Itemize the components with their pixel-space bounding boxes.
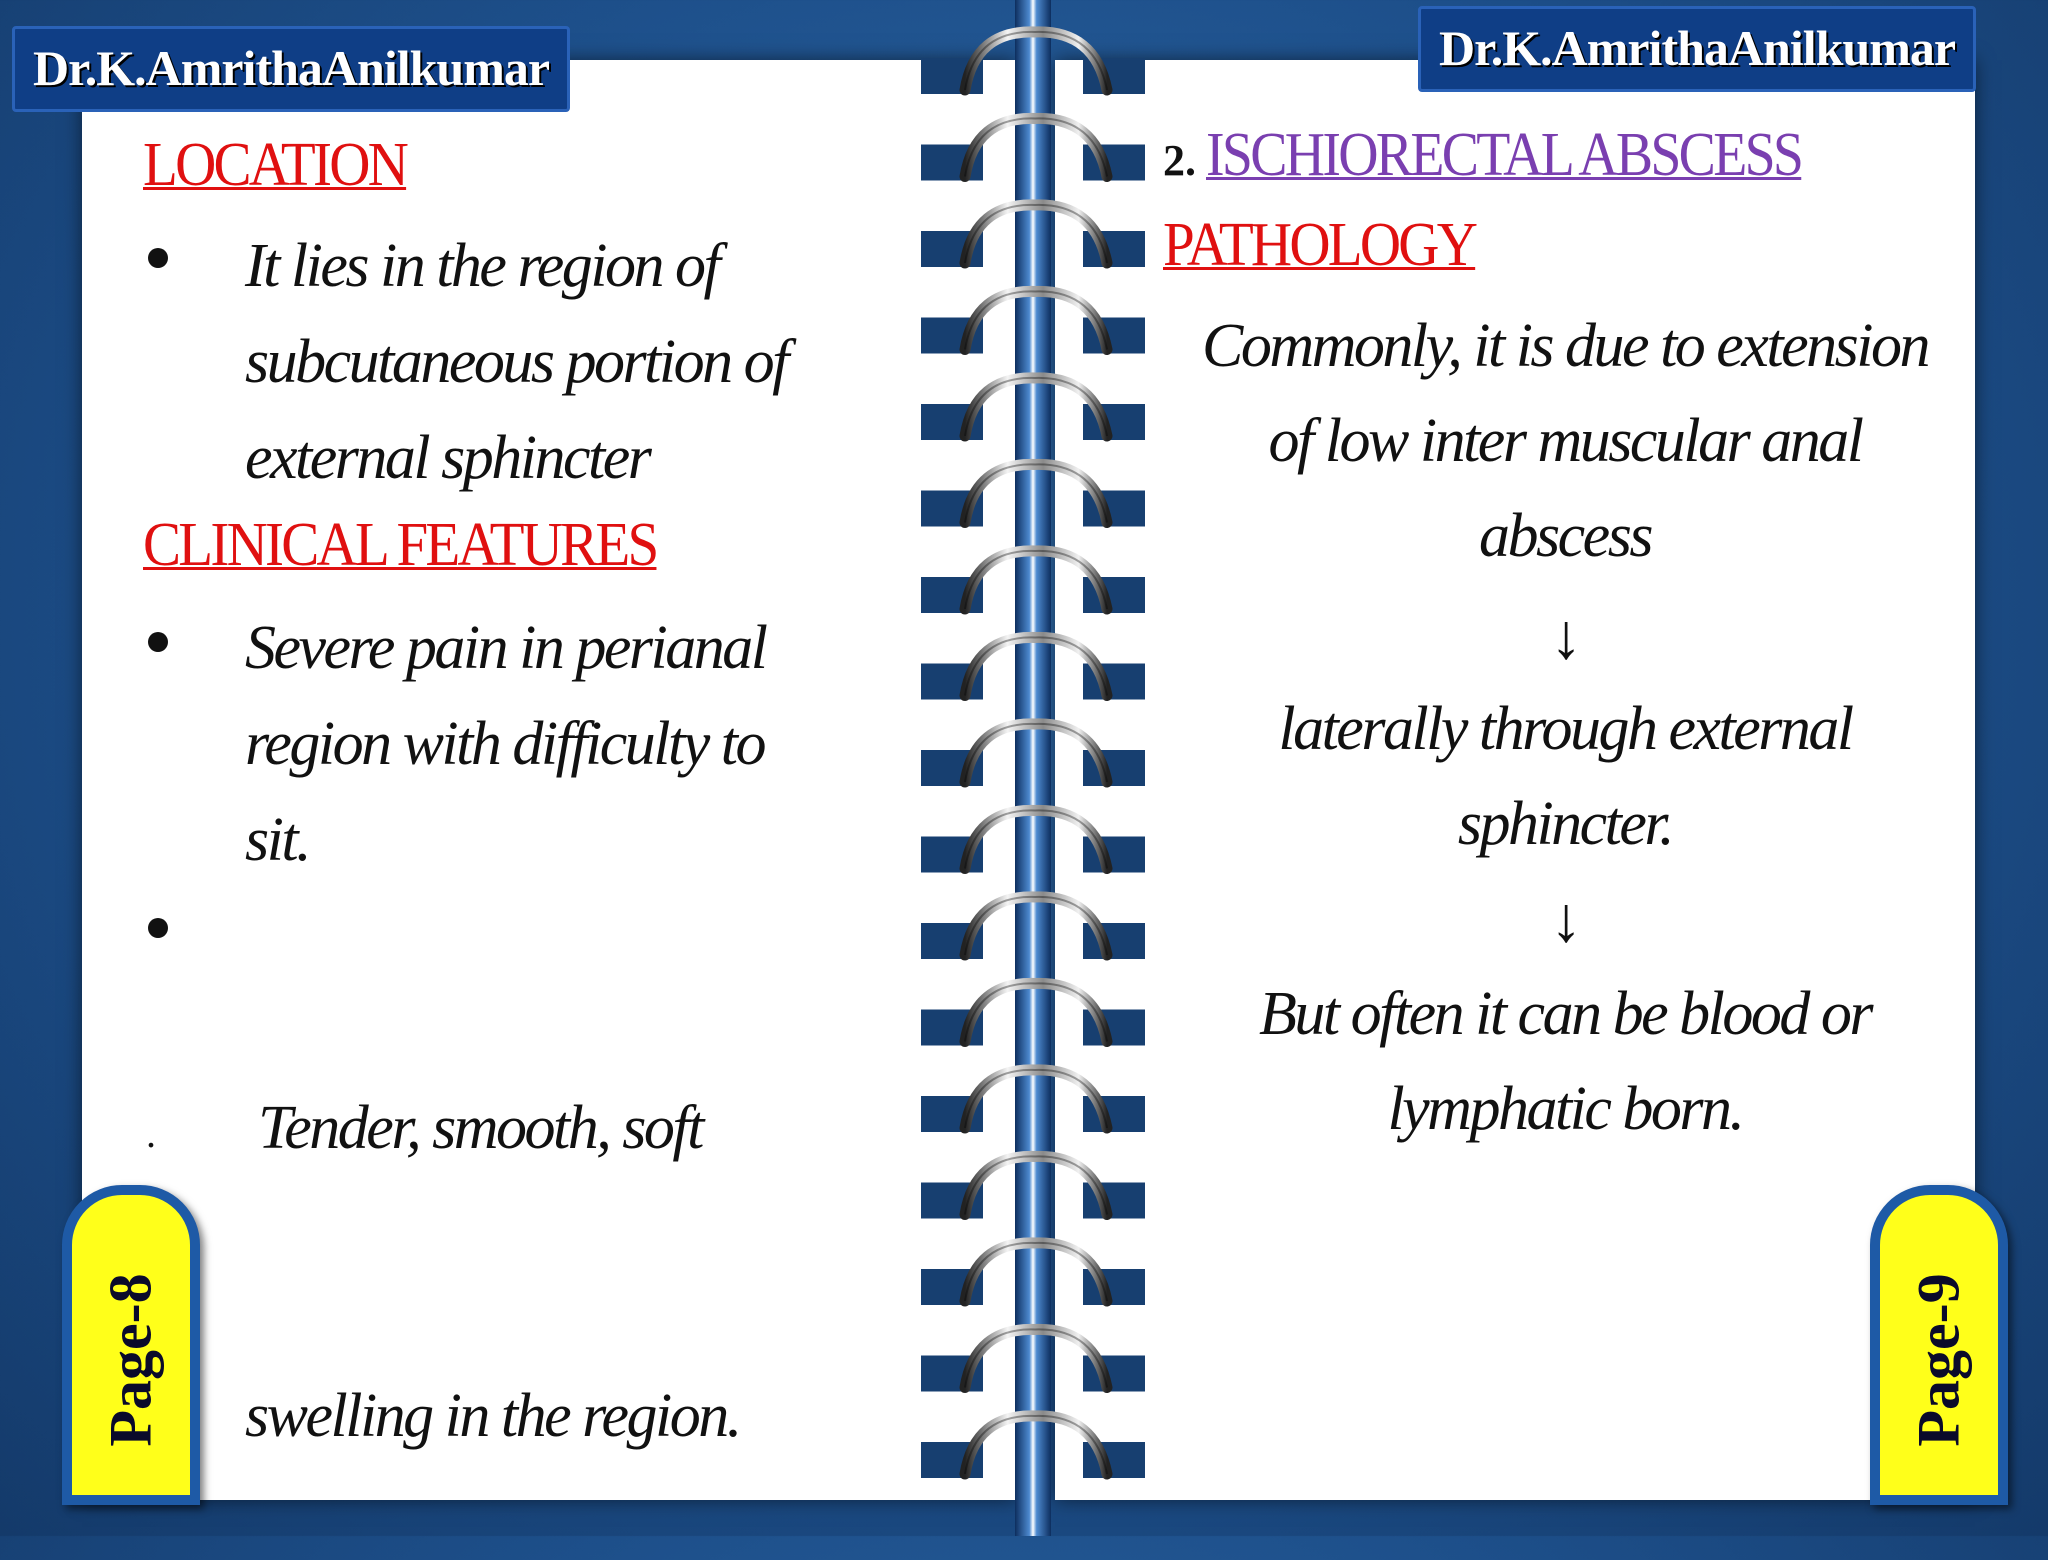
clinical-bullet-1 xyxy=(245,600,765,888)
page-number-badge-right xyxy=(1870,1185,2008,1505)
author-tag-left: Dr.K.AmrithaAnilkumar xyxy=(12,26,570,112)
flow-step3-line: lymphatic born. xyxy=(1387,1075,1743,1143)
page-number-label: Page-8 xyxy=(97,1273,164,1447)
author-tag-right: Dr.K.AmrithaAnilkumar xyxy=(1418,6,1976,92)
page-number-badge-left xyxy=(62,1185,200,1505)
page-number-label: Page-9 xyxy=(1905,1273,1972,1447)
section-title xyxy=(1163,120,1867,191)
bullet-dot xyxy=(148,918,168,938)
bullet-dot xyxy=(148,632,168,652)
flow-step1-line: Commonly, it is due to extension xyxy=(1202,312,1928,380)
location-heading: LOCATION xyxy=(143,131,407,199)
down-arrow-icon: ↓ xyxy=(1550,601,1580,672)
bullet-dot xyxy=(148,248,168,268)
spiral-binding xyxy=(915,0,1155,1536)
section-number: 2. xyxy=(1163,136,1196,185)
flow-step1-line: abscess xyxy=(1479,502,1651,570)
flow-step3-line: But often it can be blood or xyxy=(1259,980,1871,1048)
clinical-features-heading: CLINICAL FEATURES xyxy=(143,511,657,579)
clinical-line: Tender, smooth, soft xyxy=(245,1094,702,1162)
flow-step2-line: laterally through external xyxy=(1278,695,1852,763)
down-arrow-icon: ↓ xyxy=(1550,884,1580,955)
clinical-bullet-2 xyxy=(245,888,740,1560)
pathology-heading: PATHOLOGY xyxy=(1163,211,1476,279)
location-text xyxy=(245,218,787,506)
flow-step2-line: sphincter. xyxy=(1457,790,1673,858)
location-line: It lies in the region of xyxy=(245,232,719,300)
clinical-line: Severe pain in perianal xyxy=(245,614,766,682)
location-line: subcutaneous portion of xyxy=(245,328,787,396)
trailing-dot: . xyxy=(146,1111,156,1156)
location-line: external sphincter xyxy=(245,424,650,492)
flow-step1-line: of low inter muscular anal xyxy=(1268,407,1862,475)
clinical-line: swelling in the region. xyxy=(245,1382,740,1450)
clinical-line: sit. xyxy=(245,806,310,874)
clinical-line: region with difficulty to xyxy=(245,710,764,778)
section-title-text: ISCHIORECTAL ABSCESS xyxy=(1206,121,1802,189)
